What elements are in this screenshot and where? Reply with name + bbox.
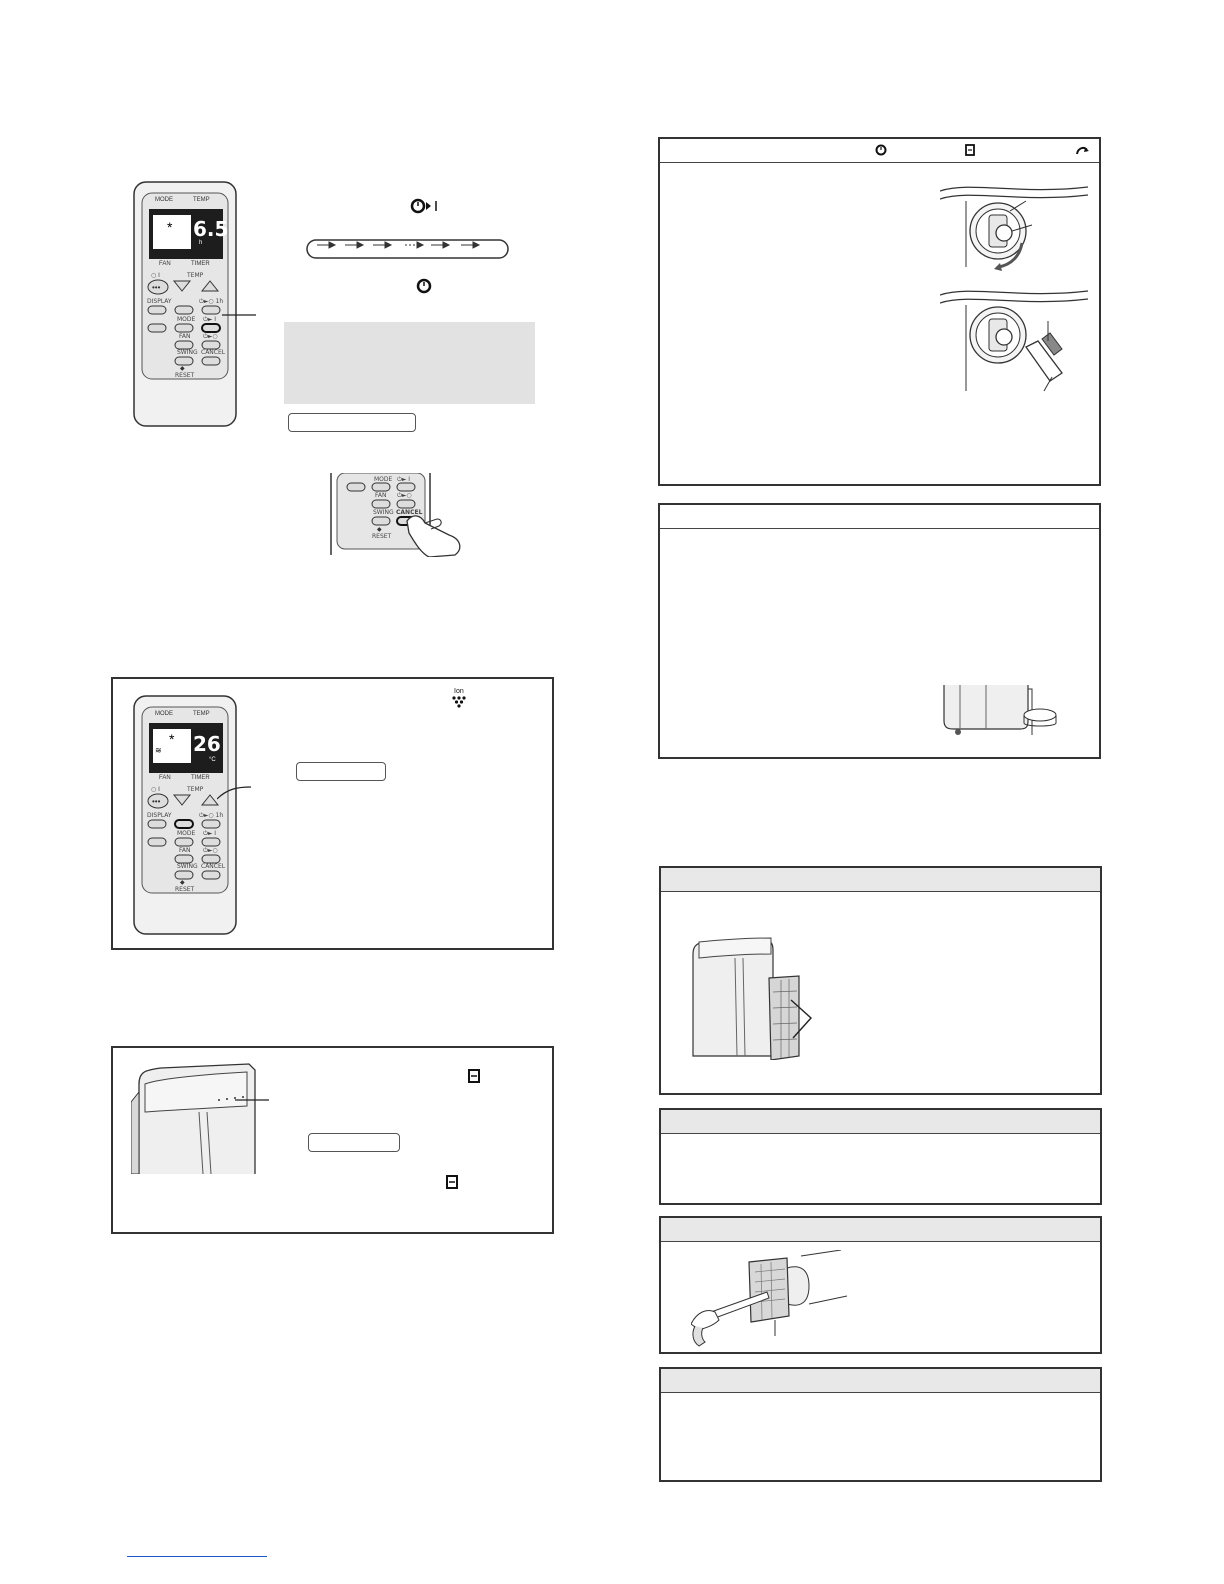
lcd-unit: h — [199, 240, 203, 246]
svg-text:DISPLAY: DISPLAY — [147, 298, 172, 305]
filter-note-header — [661, 1110, 1100, 1134]
svg-text:CANCEL: CANCEL — [396, 509, 423, 516]
leader-line — [235, 1090, 275, 1110]
svg-text:MODE: MODE — [155, 711, 173, 717]
vacuum-cleaning-illustration — [691, 1250, 851, 1350]
lcd-timer-label: TIMER — [191, 261, 210, 267]
lcd-mode-label: MODE — [155, 197, 173, 203]
svg-text:◆: ◆ — [377, 527, 382, 533]
off-timer-button[interactable] — [202, 341, 220, 349]
filter-cleaning-box — [659, 1216, 1102, 1354]
remote-control-timer — [133, 181, 237, 427]
svg-text:RESET: RESET — [175, 886, 195, 893]
final-note-header — [661, 1369, 1100, 1393]
drain-indicator-box — [658, 137, 1101, 486]
label-pill — [288, 413, 416, 432]
svg-text:TIMER: TIMER — [191, 775, 210, 781]
hand-icon — [407, 516, 460, 557]
ion-icon — [449, 685, 471, 711]
svg-text:SWING: SWING — [177, 349, 198, 356]
filter-icon — [445, 1174, 459, 1190]
unit-bottom-illustration — [940, 685, 1070, 739]
svg-text:TEMP: TEMP — [187, 786, 204, 793]
filter-removal-box — [659, 866, 1102, 1095]
remote-control-ion — [133, 695, 237, 935]
timer-icon — [874, 143, 888, 157]
filter-cleaning-header — [661, 1218, 1100, 1242]
svg-text:◆: ◆ — [180, 880, 185, 886]
svg-text:MODE: MODE — [177, 830, 196, 837]
drain-plug-illustration — [940, 181, 1090, 271]
cancel-closeup-illustration — [329, 473, 469, 557]
final-note-box — [659, 1367, 1102, 1482]
lcd-fan-label: FAN — [159, 261, 171, 267]
timer-icon — [415, 277, 433, 295]
leader-line — [217, 783, 257, 803]
svg-text:FAN: FAN — [179, 333, 191, 340]
svg-text:FAN: FAN — [179, 847, 191, 854]
filter-removal-header — [661, 868, 1100, 892]
svg-text:⏻►○: ⏻►○ — [203, 847, 218, 854]
svg-text:Ion: Ion — [454, 688, 464, 695]
svg-text:FAN: FAN — [159, 775, 171, 781]
lcd-temp-label: TEMP — [193, 197, 210, 203]
timer-cycle-diagram — [305, 238, 511, 262]
svg-text:○ I: ○ I — [151, 786, 160, 793]
svg-text:FAN: FAN — [375, 492, 387, 499]
off-timer-1h-button[interactable] — [202, 306, 220, 314]
svg-text:CANCEL: CANCEL — [201, 349, 226, 356]
svg-text:CANCEL: CANCEL — [201, 863, 226, 870]
cancel-button[interactable] — [202, 357, 220, 365]
leader-line — [222, 305, 262, 325]
svg-text:◆: ◆ — [180, 366, 185, 372]
timer-on-icon — [410, 197, 440, 215]
snowflake-icon: * — [167, 219, 173, 235]
svg-text:⏻►○ 1h: ⏻►○ 1h — [199, 812, 224, 819]
filter-note-box — [659, 1108, 1102, 1205]
svg-text:⏻► I: ⏻► I — [397, 476, 411, 483]
label-pill — [296, 762, 386, 781]
svg-text:*: * — [169, 731, 175, 747]
unit-front-illustration — [131, 1062, 256, 1174]
svg-text:MODE: MODE — [177, 316, 196, 323]
footer-link-underline — [127, 1556, 267, 1557]
svg-text:•••: ••• — [152, 797, 161, 806]
swing-button[interactable] — [148, 324, 166, 332]
fan-button[interactable] — [175, 341, 193, 349]
ion-button[interactable] — [175, 306, 193, 314]
svg-text:TEMP: TEMP — [187, 272, 204, 279]
svg-text:SWING: SWING — [373, 509, 394, 516]
svg-text:⏻►○ 1h: ⏻►○ 1h — [199, 298, 224, 305]
swing-button-2[interactable] — [175, 357, 193, 365]
filter-icon — [467, 1068, 481, 1084]
ion-button-highlighted[interactable] — [175, 820, 193, 828]
lcd-temp-value: 26 — [193, 732, 221, 756]
swing-icon — [1074, 143, 1090, 157]
svg-text:DISPLAY: DISPLAY — [147, 812, 172, 819]
mode-button[interactable] — [175, 324, 193, 332]
svg-text:⏻►○: ⏻►○ — [203, 333, 218, 340]
filter-removal-illustration — [689, 936, 819, 1060]
svg-text:⏻► I: ⏻► I — [203, 316, 217, 323]
svg-text:SWING: SWING — [177, 863, 198, 870]
drain-container-header — [660, 505, 1099, 529]
timer-note-panel — [284, 322, 535, 404]
svg-text:⏻► I: ⏻► I — [203, 830, 217, 837]
filter-indicator-box — [111, 1046, 554, 1234]
svg-text:RESET: RESET — [372, 533, 392, 540]
svg-text:•••: ••• — [152, 283, 161, 292]
svg-text:TEMP: TEMP — [193, 711, 210, 717]
svg-text:○ I: ○ I — [151, 272, 160, 279]
svg-text:MODE: MODE — [374, 476, 393, 483]
filter-icon — [964, 143, 976, 157]
label-pill — [308, 1133, 400, 1152]
ion-section-box — [111, 677, 554, 950]
drain-hose-illustration — [940, 285, 1090, 395]
display-button[interactable] — [148, 306, 166, 314]
svg-text:RESET: RESET — [175, 372, 195, 379]
svg-text:⏻►○: ⏻►○ — [397, 492, 412, 499]
svg-text:°C: °C — [209, 757, 216, 763]
on-timer-button[interactable] — [202, 324, 220, 332]
lcd-timer-value: 6.5 — [193, 217, 229, 241]
svg-text:≋: ≋ — [155, 746, 162, 755]
drain-box-header — [660, 139, 1099, 163]
drain-container-box — [658, 503, 1101, 759]
